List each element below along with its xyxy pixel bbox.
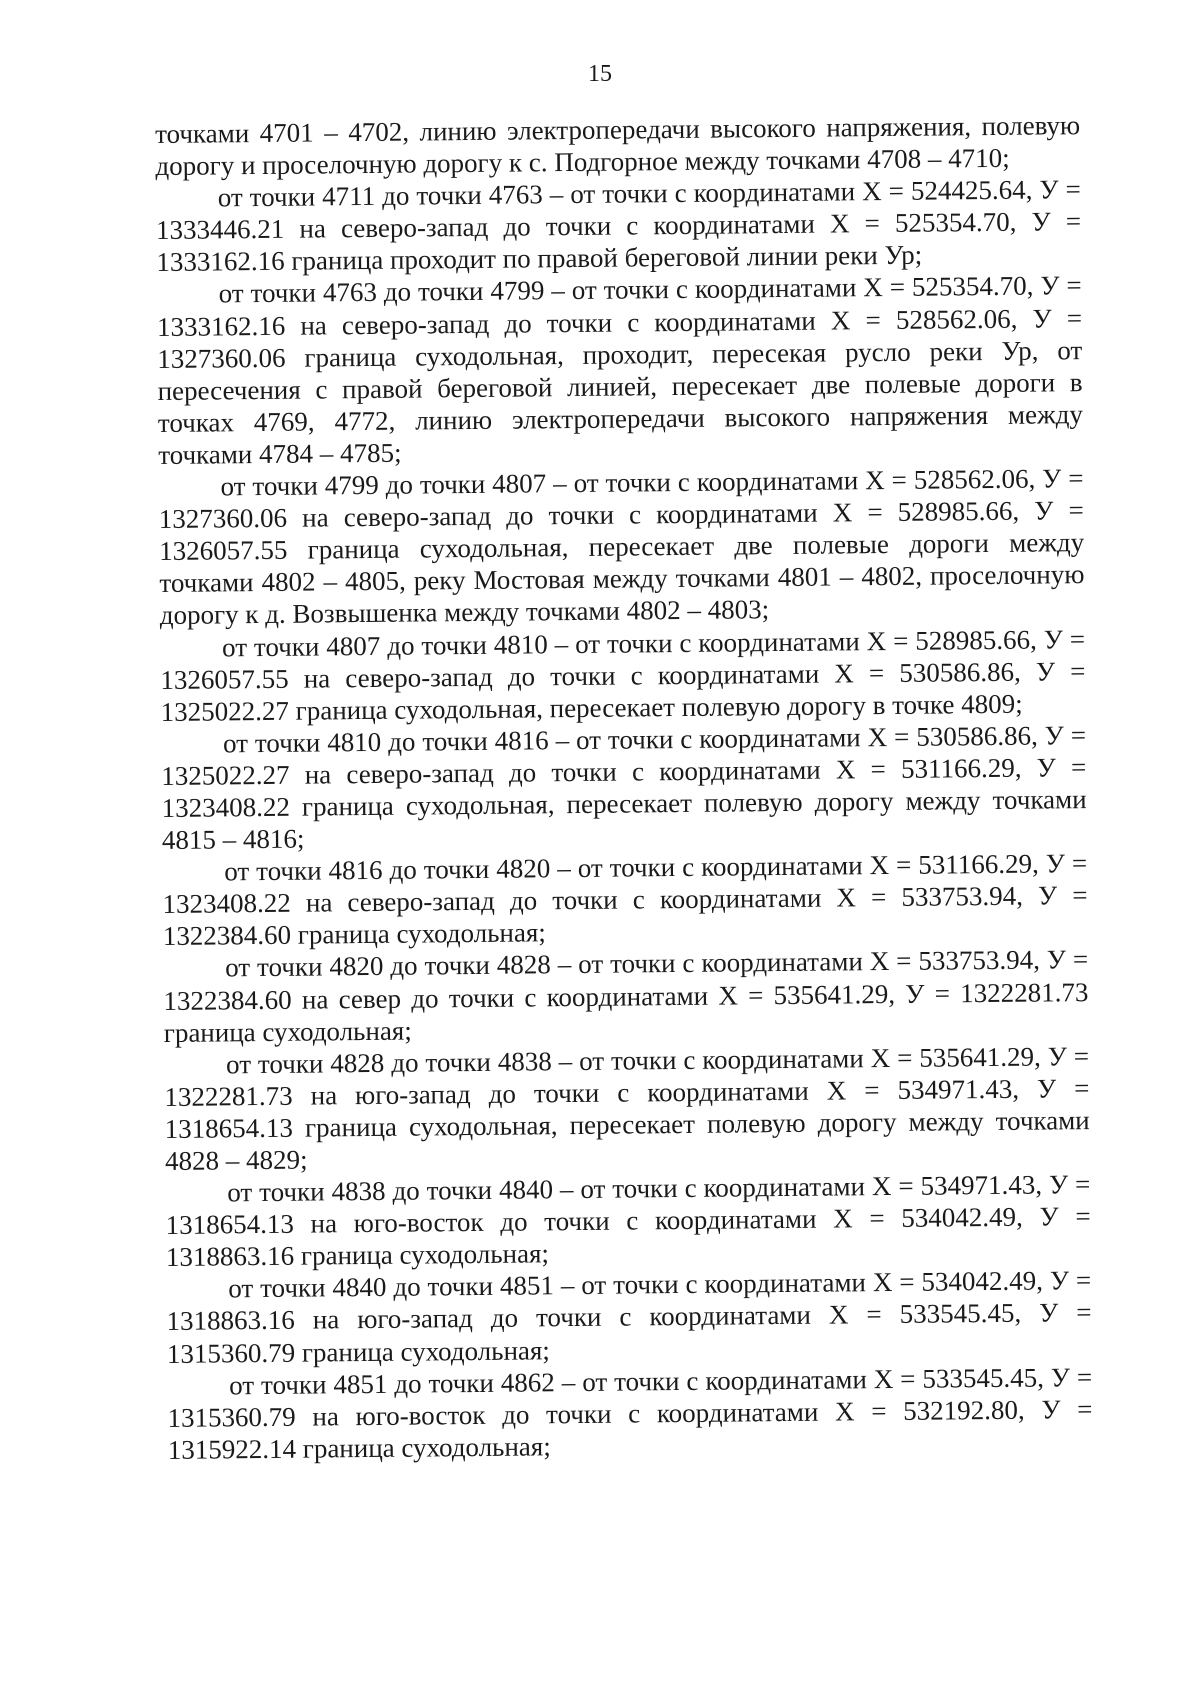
- paragraph-4799-4807: от точки 4799 до точки 4807 – от точки с координатами X = 528562.06, У = 1327360.06 на северо-запад до точки с координатами X = 528985.66, У = 1326057.55 граница суходольная, пересекает две полевые дороги между точками 4802 – 4805, реку Мостовая между точками 4801 – 4802, проселочную дорогу к д. Возвышенка между точками 4802 – 4803;: [158, 463, 1085, 631]
- paragraph-4816-4820: от точки 4816 до точки 4820 – от точки с координатами X = 531166.29, У = 1323408.22 на северо-запад до точки с координатами X = 533753.94, У = 1322384.60 граница суходольная;: [162, 848, 1088, 952]
- paragraph-4851-4862: от точки 4851 до точки 4862 – от точки с координатами X = 533545.45, У = 1315360.79 на юго-восток до точки с координатами X = 532192.80, У = 1315922.14 граница суходольная;: [167, 1361, 1093, 1465]
- paragraph-4840-4851: от точки 4840 до точки 4851 – от точки с координатами X = 534042.49, У = 1318863.16 на юго-запад до точки с координатами X = 533545.45, У = 1315360.79 граница суходольная;: [166, 1265, 1092, 1369]
- paragraph-4810-4816: от точки 4810 до точки 4816 – от точки с координатами X = 530586.86, У = 1325022.27 на северо-запад до точки с координатами X = 531166.29, У = 1323408.22 граница суходольная, пересекает полевую дорогу между точками 4815 – 4816;: [161, 719, 1087, 856]
- paragraph-4838-4840: от точки 4838 до точки 4840 – от точки с координатами X = 534971.43, У = 1318654.13 на юго-восток до точки с координатами X = 534042.49, У = 1318863.16 граница суходольная;: [165, 1169, 1091, 1273]
- paragraph-4711-4763: от точки 4711 до точки 4763 – от точки с координатами X = 524425.64, У = 1333446.21 на северо-запад до точки с координатами X = 525354.70, У = 1333162.16 граница проходит по правой береговой линии реки Ур;: [155, 174, 1082, 278]
- paragraph-4820-4828: от точки 4820 до точки 4828 – от точки с координатами X = 533753.94, У = 1322384.60 на север до точки с координатами X = 535641.29, У = 1322281.73 граница суходольная;: [163, 944, 1089, 1048]
- paragraph-4763-4799: от точки 4763 до точки 4799 – от точки с координатами X = 525354.70, У = 1333162.16 на северо-запад до точки с координатами X = 528562.06, У = 1327360.06 граница суходольная, проходит, пересекая русло реки Ур, от пересечения с правой береговой линией, пересекает две полевые дороги в точках 4769, 4772, линию электропередачи высокого напряжения между точками 4784 – 4785;: [156, 270, 1084, 470]
- document-body: [155, 109, 1093, 1466]
- page-number: 15: [588, 61, 612, 87]
- paragraph-continuation: точками 4701 – 4702, линию электропередачи высокого напряжения, полевую дорогу и проселочную дорогу к с. Подгорное между точками 4708 – 4710;: [155, 110, 1081, 182]
- paragraph-4807-4810: от точки 4807 до точки 4810 – от точки с координатами X = 528985.66, У = 1326057.55 на северо-запад до точки с координатами X = 530586.86, У = 1325022.27 граница суходольная, пересекает полевую дорогу в точке 4809;: [160, 623, 1086, 727]
- paragraph-4828-4838: от точки 4828 до точки 4838 – от точки с координатами X = 535641.29, У = 1322281.73 на юго-запад до точки с координатами X = 534971.43, У = 1318654.13 граница суходольная, пересекает полевую дорогу между точками 4828 – 4829;: [164, 1040, 1090, 1176]
